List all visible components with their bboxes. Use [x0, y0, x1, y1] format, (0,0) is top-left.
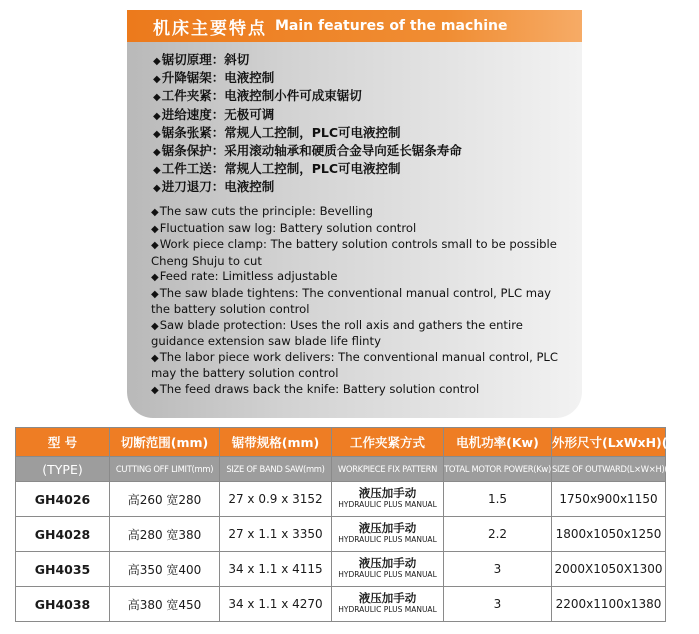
- method-en: HYDRAULIC PLUS MANUAL: [338, 605, 437, 614]
- method-cn: 液压加手动: [358, 486, 417, 500]
- cell-model: GH4028: [16, 517, 110, 552]
- feature-item-en: ◆Feed rate: Limitless adjustable: [151, 269, 338, 283]
- method-en: HYDRAULIC PLUS MANUAL: [338, 500, 437, 509]
- method-cn: 液压加手动: [358, 591, 417, 605]
- cell-size: 1800x1050x1250: [552, 517, 666, 552]
- features-list-en: [151, 204, 571, 398]
- cell-band: 34 x 1.1 x 4270: [220, 587, 332, 622]
- table-header-row-cn: [16, 428, 666, 457]
- header-range-cn: 切断范围(mm): [110, 428, 220, 457]
- header-band-en: SIZE OF BAND SAW(mm): [220, 457, 332, 482]
- cell-size: 2200x1100x1380: [552, 587, 666, 622]
- feature-item-en: ◆Saw blade protection: Uses the roll axis and gathers the entire guidance extension saw blade life flinty: [151, 317, 523, 348]
- method-en: HYDRAULIC PLUS MANUAL: [338, 570, 437, 579]
- cell-method: [332, 482, 444, 517]
- cell-method: [332, 517, 444, 552]
- cell-range: 高350 宽400: [110, 552, 220, 587]
- table-header-row-en: [16, 457, 666, 482]
- features-list-cn: [153, 51, 462, 197]
- feature-item-en: ◆The saw blade tightens: The conventional manual control, PLC may the battery solution control: [151, 285, 552, 316]
- cell-range: 高280 宽380: [110, 517, 220, 552]
- feature-item-cn: ◆锯条张紧：常规人工控制，PLC可电液控制: [153, 124, 401, 140]
- cell-model: GH4038: [16, 587, 110, 622]
- cell-method: [332, 587, 444, 622]
- feature-item-cn: ◆进给速度：无极可调: [153, 106, 275, 122]
- table-row: [16, 517, 666, 552]
- header-size-en: SIZE OF OUTWARD(L×W×H)(mm): [552, 457, 666, 482]
- header-size-cn: 外形尺寸(LxWxH)(mm): [552, 428, 666, 457]
- cell-band: 34 x 1.1 x 4115: [220, 552, 332, 587]
- table-row: [16, 587, 666, 622]
- cell-method: [332, 552, 444, 587]
- cell-power: 2.2: [444, 517, 552, 552]
- header-power-en: TOTAL MOTOR POWER(Kw): [444, 457, 552, 482]
- feature-item-cn: ◆锯切原理：斜切: [153, 52, 250, 67]
- cell-power: 3: [444, 587, 552, 622]
- cell-range: 高260 宽280: [110, 482, 220, 517]
- method-en: HYDRAULIC PLUS MANUAL: [338, 535, 437, 544]
- features-panel: [127, 10, 582, 418]
- feature-item-cn: ◆锯条保护：采用滚动轴承和硬质合金导向延长锯条寿命: [153, 142, 462, 158]
- header-band-cn: 锯带规格(mm): [220, 428, 332, 457]
- feature-item-en: ◆The feed draws back the knife: Battery solution control: [151, 381, 480, 396]
- cell-model: GH4026: [16, 482, 110, 517]
- cell-size: 2000X1050X1300: [552, 552, 666, 587]
- cell-band: 27 x 0.9 x 3152: [220, 482, 332, 517]
- feature-item-en: ◆The saw cuts the principle: Bevelling: [151, 204, 374, 218]
- header-range-en: CUTTING OFF LIMIT(mm): [110, 457, 220, 482]
- table-row: [16, 552, 666, 587]
- cell-size: 1750x900x1150: [552, 482, 666, 517]
- cell-power: 1.5: [444, 482, 552, 517]
- features-title-cn: 机床主要特点: [153, 18, 267, 39]
- table-row: [16, 482, 666, 517]
- features-title-bar: [127, 10, 582, 42]
- feature-item-en: ◆The labor piece work delivers: The conventional manual control, PLC may the battery solution control: [151, 349, 558, 380]
- header-model-cn: 型 号: [16, 428, 110, 457]
- feature-item-cn: ◆工件工送：常规人工控制，PLC可电液控制: [153, 161, 401, 177]
- specifications-table: [15, 427, 699, 622]
- feature-item-cn: ◆进刀退刀：电液控制: [153, 179, 275, 195]
- header-model-en: (TYPE): [16, 457, 110, 482]
- header-method-cn: 工作夹紧方式: [332, 428, 444, 457]
- feature-item-cn: ◆工件夹紧：电液控制小件可成束锯切: [153, 88, 362, 104]
- features-title-en: Main features of the machine: [275, 18, 508, 34]
- cell-band: 27 x 1.1 x 3350: [220, 517, 332, 552]
- method-cn: 液压加手动: [358, 556, 417, 570]
- header-power-cn: 电机功率(Kw): [444, 428, 552, 457]
- cell-model: GH4035: [16, 552, 110, 587]
- cell-power: 3: [444, 552, 552, 587]
- feature-item-cn: ◆升降锯架：电液控制: [153, 70, 275, 86]
- header-method-en: WORKPIECE FIX PATTERN: [332, 457, 444, 482]
- feature-item-en: ◆Work piece clamp: The battery solution controls small to be possible Cheng Shuju to cut: [151, 237, 557, 268]
- feature-item-en: ◆Fluctuation saw log: Battery solution control: [151, 220, 417, 235]
- cell-range: 高380 宽450: [110, 587, 220, 622]
- method-cn: 液压加手动: [358, 521, 417, 535]
